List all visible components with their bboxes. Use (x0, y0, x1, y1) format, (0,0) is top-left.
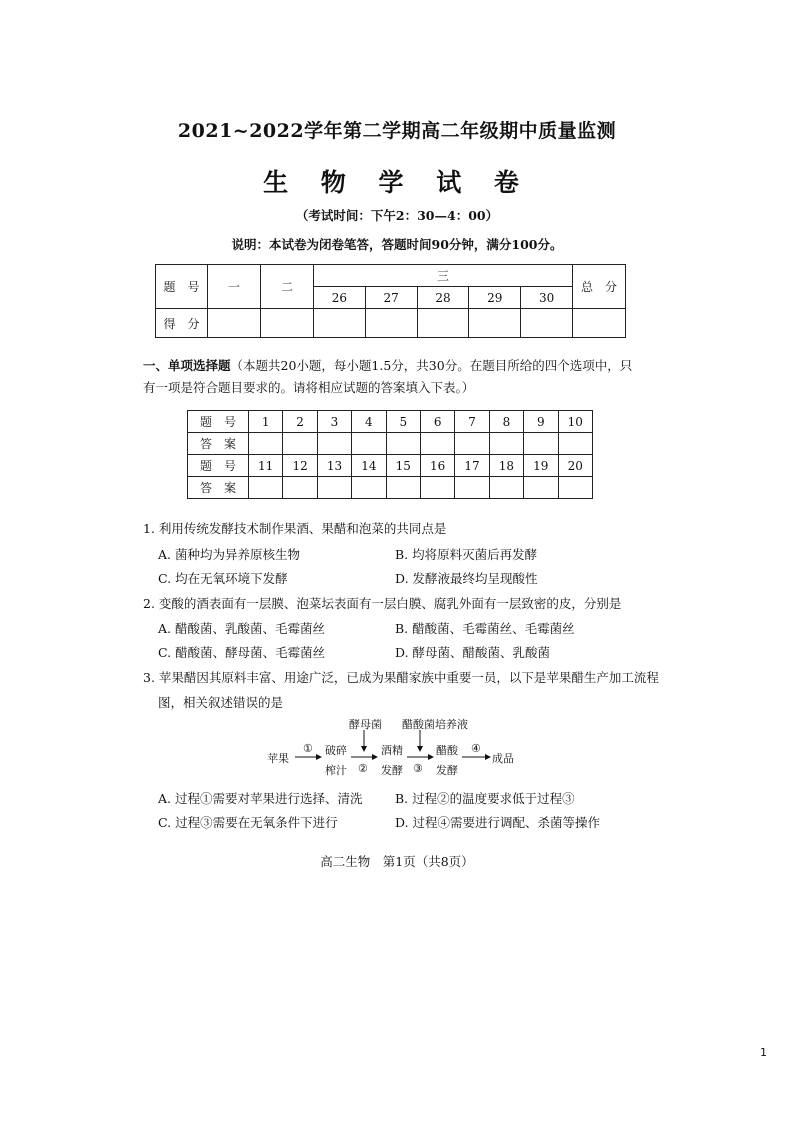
score-subcol: 30 (521, 287, 573, 309)
score-cell[interactable] (469, 309, 521, 338)
score-cell[interactable] (417, 309, 469, 338)
question-number: 8 (489, 411, 523, 433)
question-3-option-b[interactable]: B. 过程②的温度要求低于过程③ (395, 791, 575, 806)
question-number: 5 (386, 411, 420, 433)
question-number: 9 (524, 411, 558, 433)
score-cell[interactable] (208, 309, 261, 338)
answer-cell[interactable] (249, 433, 283, 455)
flow-crush-top: 破碎 (325, 744, 347, 757)
answer-cell[interactable] (455, 433, 489, 455)
answer-cell[interactable] (352, 433, 386, 455)
answer-cell[interactable] (352, 477, 386, 499)
score-col-three: 三 (314, 265, 573, 287)
question-2-option-b[interactable]: B. 醋酸菌、毛霉菌丝、毛霉菌丝 (395, 621, 575, 636)
question-number: 14 (352, 455, 386, 477)
answer-label-answer: 答 案 (188, 477, 249, 499)
flow-wine-top: 酒精 (381, 744, 403, 757)
answer-label-question: 题 号 (188, 411, 249, 433)
answer-cell[interactable] (455, 477, 489, 499)
flow-acetic-bacteria: 醋酸菌培养液 (402, 718, 468, 731)
answer-cell[interactable] (524, 433, 558, 455)
question-number: 10 (558, 411, 592, 433)
question-number: 11 (249, 455, 283, 477)
flow-step1-label: ① (303, 742, 313, 755)
answer-label-question: 题 号 (188, 455, 249, 477)
flow-yeast: 酵母菌 (349, 718, 382, 731)
answer-cell[interactable] (283, 477, 317, 499)
question-1-option-b[interactable]: B. 均将原料灭菌后再发酵 (395, 547, 538, 562)
exam-time-note: （考试时间：下午2：30—4：00） (295, 208, 499, 223)
question-1-stem: 1. 利用传统发酵技术制作果酒、果醋和泡菜的共同点是 (143, 521, 447, 536)
flow-start: 苹果 (267, 752, 289, 765)
answer-cell[interactable] (386, 433, 420, 455)
question-1-option-d[interactable]: D. 发酵液最终均呈现酸性 (395, 571, 538, 586)
answer-cell[interactable] (489, 433, 523, 455)
question-number: 13 (317, 455, 351, 477)
flow-vinegar-bottom: 发酵 (436, 764, 458, 777)
question-number: 20 (558, 455, 592, 477)
question-number: 2 (283, 411, 317, 433)
flow-crush-bottom: 榨汁 (325, 764, 347, 777)
score-col-total: 总 分 (573, 265, 626, 309)
question-2-option-a[interactable]: A. 醋酸菌、乳酸菌、毛霉菌丝 (158, 621, 325, 636)
question-number: 17 (455, 455, 489, 477)
question-3-stem-line1: 3. 苹果醋因其原料丰富、用途广泛，已成为果醋家族中重要一员，以下是苹果醋生产加工流程 (143, 670, 659, 685)
question-2-option-d[interactable]: D. 酵母菌、醋酸菌、乳酸菌 (395, 645, 551, 660)
score-cell[interactable] (261, 309, 314, 338)
question-number: 3 (317, 411, 351, 433)
question-number: 15 (386, 455, 420, 477)
exam-title: 2021~2022学年第二学期高二年级期中质量监测 (177, 120, 617, 142)
question-2-option-c[interactable]: C. 醋酸菌、酵母菌、毛霉菌丝 (158, 645, 326, 660)
answer-cell[interactable] (420, 477, 454, 499)
score-cell[interactable] (365, 309, 417, 338)
score-subcol: 26 (314, 287, 366, 309)
question-3-option-d[interactable]: D. 过程④需要进行调配、杀菌等操作 (395, 815, 601, 830)
score-subcol: 29 (469, 287, 521, 309)
answer-cell[interactable] (249, 477, 283, 499)
answer-cell[interactable] (558, 477, 592, 499)
question-number: 4 (352, 411, 386, 433)
answer-cell[interactable] (386, 477, 420, 499)
score-subcol: 28 (417, 287, 469, 309)
question-3-option-a[interactable]: A. 过程①需要对苹果进行选择、清洗 (158, 791, 363, 806)
section-1-heading (143, 355, 643, 399)
subject-title: 生 物 学 试 卷 (263, 168, 531, 197)
exam-description: 说明：本试卷为闭卷笔答，答题时间90分钟，满分100分。 (231, 237, 563, 252)
question-3-option-c[interactable]: C. 过程③需要在无氧条件下进行 (158, 815, 338, 830)
question-number: 7 (455, 411, 489, 433)
question-number: 19 (524, 455, 558, 477)
page-footer: 高二生物 第1页（共8页） (320, 854, 474, 869)
question-1-option-a[interactable]: A. 菌种均为异养原核生物 (158, 547, 300, 562)
score-label-question: 题 号 (156, 265, 208, 309)
flow-wine-bottom: 发酵 (381, 764, 403, 777)
question-number: 12 (283, 455, 317, 477)
score-subcol: 27 (365, 287, 417, 309)
answer-cell[interactable] (420, 433, 454, 455)
flow-step2-label: ② (358, 762, 368, 775)
answer-label-answer: 答 案 (188, 433, 249, 455)
score-label-score: 得 分 (156, 309, 208, 338)
answer-cell[interactable] (489, 477, 523, 499)
question-number: 16 (420, 455, 454, 477)
score-col-two: 二 (261, 265, 314, 309)
flow-step4-label: ④ (471, 742, 481, 755)
flow-vinegar-top: 醋酸 (436, 744, 458, 757)
section-1-instructions: （本题共20小题，每小题1.5分，共30分。在题目所给的四个选项中，只有一项是符合题目要求的。请将相应试题的答案填入下表。） (143, 358, 633, 395)
answer-cell[interactable] (558, 433, 592, 455)
answer-cell[interactable] (524, 477, 558, 499)
answer-table (187, 410, 593, 499)
score-cell[interactable] (314, 309, 366, 338)
score-col-one: 一 (208, 265, 261, 309)
question-3-stem-line2: 图，相关叙述错误的是 (158, 695, 284, 710)
answer-cell[interactable] (317, 433, 351, 455)
question-number: 1 (249, 411, 283, 433)
page-number: 1 (760, 1046, 767, 1059)
score-cell[interactable] (573, 309, 626, 338)
question-number: 18 (489, 455, 523, 477)
flow-end: 成品 (492, 752, 514, 765)
answer-cell[interactable] (317, 477, 351, 499)
question-number: 6 (420, 411, 454, 433)
flow-step3-label: ③ (413, 762, 423, 775)
section-1-title: 一、单项选择题 (143, 358, 231, 373)
apple-vinegar-flowchart (265, 716, 525, 776)
answer-cell[interactable] (283, 433, 317, 455)
question-1-option-c[interactable]: C. 均在无氧环境下发酵 (158, 571, 288, 586)
score-table (155, 264, 626, 338)
score-cell[interactable] (521, 309, 573, 338)
question-2-stem: 2. 变酸的酒表面有一层膜、泡菜坛表面有一层白膜、腐乳外面有一层致密的皮，分别是 (143, 596, 622, 611)
